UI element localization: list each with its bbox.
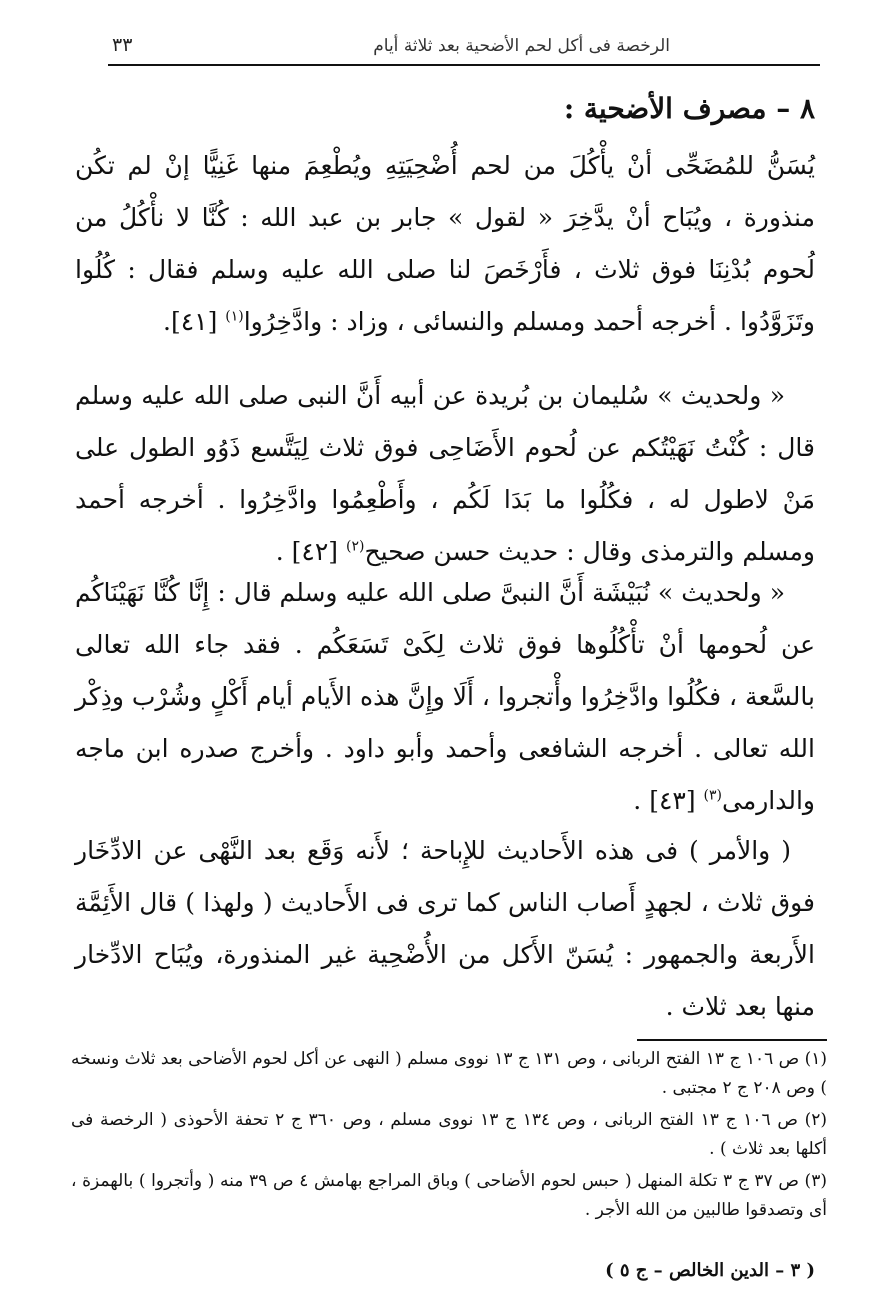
- page-number: ٣٣: [112, 34, 133, 56]
- paragraph-1-text: يُسَنُّ للمُضَحِّى أنْ يأْكُلَ من لحم أُضْحِيَتِهِ ويُطْعِمَ منها غَنِيًّا إنْ لم تكُن منذورة ، ويُبَاح أنْ يدَّخِرَ « لقول » جابر بن عبد الله : كُنَّا لا نأْكُلُ من لُحوم بُدْنِنَا فوق ثلاث ، فأَرْخَصَ لنا صلى الله عليه وسلم فقال : كُلُوا وتَزَوَّدُوا . أخرجه أحمد ومسلم والنسائى ، وزاد : وادَّخِرُوا: [75, 151, 815, 336]
- paragraph-4: [75, 825, 815, 1033]
- footnote-ref-3: (٣): [703, 787, 722, 804]
- running-title: الرخصة فى أكل لحم الأضحية بعد ثلاثة أيام: [373, 36, 670, 56]
- paragraph-2: [75, 370, 815, 578]
- footnote-ref-2: (٢): [345, 538, 365, 555]
- footnote-3: (٣) ص ٣٧ ج ٣ تكلة المنهل ( حبس لحوم الأضاحى ) وباق المراجع بهامش ٤ ص ٣٩ منه ( وأتجروا ) بالهمزة ، أى وتصدقوا طالبين من الله الأجر .: [71, 1171, 827, 1220]
- paragraph-1: [75, 140, 815, 348]
- paragraph-3: [75, 567, 815, 827]
- hadith-number-42: [٤٢] .: [275, 537, 346, 566]
- footnote-1: (١) ص ١٠٦ ج ١٣ الفتح الربانى ، وص ١٣١ ج ١٣ نووى مسلم ( النهى عن أكل لحوم الأضاحى بعد ثلاث ونسخه ) وص ٢٠٨ ج ٢ مجتبى .: [71, 1049, 828, 1098]
- book-signature: ( ٣ – الدين الخالص – ج ٥ ): [605, 1260, 815, 1281]
- paragraph-3-text: « ولحديث » نُبَيْشَة أَنَّ النبىَّ صلى الله عليه وسلم قال : إِنَّا كُنَّا نَهَيْنَاكُم عن لُحومها أنْ تأْكُلُوها فوق ثلاث لِكَىْ تَسَعَكُم . فقد جاء الله تعالى بالسَّعة ، فكُلُوا وادَّخِرُوا وأْتجروا ، أَلَا وإِنَّ هذه الأَيام أيام أَكْلٍ وشُرْب وذِكْر الله تعالى . أخرجه الشافعى وأحمد وأبو داود . وأخرج صدره ابن ماجه والدارمى: [75, 578, 815, 815]
- hadith-number-43: [٤٣] .: [633, 786, 704, 815]
- footnote-2: (٢) ص ١٠٦ ج ١٣ الفتح الربانى ، وص ١٣٤ ج ١٣ نووى مسلم ، وص ٣٦٠ ج ٢ تحفة الأحوذى ( الرخصة فى أكلها بعد ثلاث ) .: [71, 1110, 828, 1159]
- section-heading: ٨ – مصرف الأضحية :: [563, 92, 815, 125]
- page-header: [108, 30, 820, 66]
- footnote-divider: [637, 1039, 827, 1041]
- paragraph-2-text: « ولحديث » سُليمان بن بُريدة عن أبيه أَنَّ النبى صلى الله عليه وسلم قال : كُنْتُ نَهَيْتُكم عن لُحوم الأَضَاحِى فوق ثلاث لِيَتَّسع ذَوُو الطول على مَنْ لاطول له ، فكُلُوا ما بَدَا لَكُم ، وأَطْعِمُوا وادَّخِرُوا . أخرجه أحمد ومسلم والترمذى وقال : حديث حسن صحيح: [75, 381, 815, 566]
- hadith-number-41: [٤١].: [163, 307, 226, 336]
- footnotes: [71, 1045, 827, 1228]
- footnote-ref-1: (١): [225, 308, 244, 325]
- paragraph-4-text: ( والأمر ) فى هذه الأَحاديث للإِباحة ؛ لأَنه وَقَع بعد النَّهْى عن الادِّخَار فوق ثلاث ، لجهدٍ أَصاب الناس كما ترى فى الأَحاديث ( ولهذا ) قال الأَئِمَّة الأَربعة والجمهور : يُسَنّ الأَكل من الأُضْحِية غير المنذورة، ويُبَاح الادِّخار منها بعد ثلاث .: [75, 836, 815, 1021]
